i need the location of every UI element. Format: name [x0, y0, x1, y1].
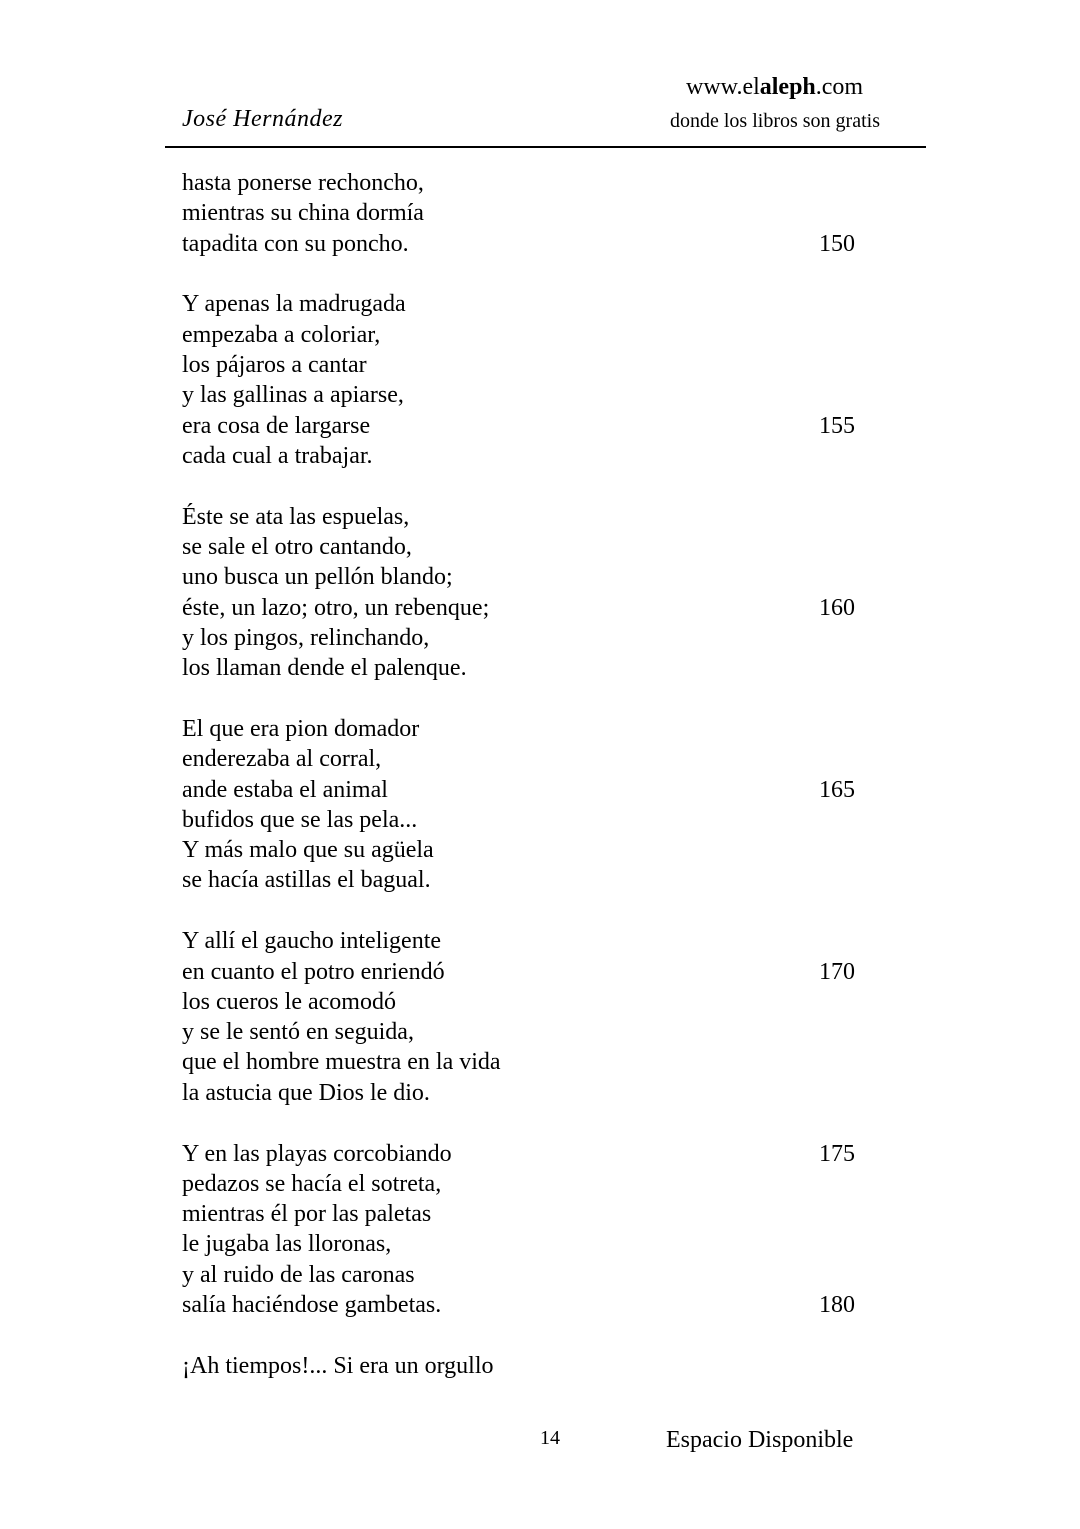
verse-text: se sale el otro cantando, — [182, 533, 412, 560]
verse-line — [182, 1139, 882, 1169]
verse-line — [182, 320, 882, 350]
verse-text: y al ruido de las caronas — [182, 1261, 415, 1288]
verse-text: bufidos que se las pela... — [182, 806, 418, 833]
verse-line — [182, 562, 882, 592]
verse-text: la astucia que Dios le dio. — [182, 1079, 430, 1106]
verse-line — [182, 1169, 882, 1199]
verse-line — [182, 1260, 882, 1290]
verse-line — [182, 775, 882, 805]
stanza — [182, 1139, 882, 1321]
header-divider — [165, 146, 926, 148]
verse-line — [182, 957, 882, 987]
verse-text: enderezaba al corral, — [182, 746, 382, 773]
verse-text: ¡Ah tiempos!... Si era un orgullo — [182, 1352, 494, 1379]
site-url-brand: aleph — [759, 74, 816, 100]
stanza — [182, 502, 882, 684]
verse-text: Y en las playas corcobiando — [182, 1140, 452, 1167]
verse-text: en cuanto el potro enriendó — [182, 958, 445, 985]
verse-text: y los pingos, relinchando, — [182, 624, 430, 651]
verse-text: Y apenas la madrugada — [182, 291, 406, 318]
verse-text: que el hombre muestra en la vida — [182, 1049, 501, 1076]
verse-line — [182, 1078, 882, 1108]
verse-line — [182, 441, 882, 471]
site-tagline: donde los libros son gratis — [670, 110, 880, 132]
verse-line — [182, 502, 882, 532]
verse-text: uno busca un pellón blando; — [182, 564, 453, 591]
verse-text: El que era pion domador — [182, 715, 420, 742]
verse-text: pedazos se hacía el sotreta, — [182, 1170, 442, 1197]
verse-text: Y allí el gaucho inteligente — [182, 928, 442, 955]
verse-text: tapadita con su poncho. — [182, 230, 409, 257]
verse-line — [182, 1017, 882, 1047]
verse-text: le jugaba las lloronas, — [182, 1231, 392, 1258]
poem-body — [182, 168, 882, 1412]
verse-text: los llaman dende el palenque. — [182, 655, 467, 682]
stanza — [182, 168, 882, 259]
verse-line — [182, 1199, 882, 1229]
verse-text: Y más malo que su agüela — [182, 837, 434, 864]
verse-text: salía haciéndose gambetas. — [182, 1292, 442, 1318]
verse-line — [182, 926, 882, 956]
line-number: 160 — [819, 594, 855, 621]
line-number: 150 — [819, 230, 855, 257]
verse-line — [182, 1229, 882, 1259]
verse-line — [182, 1047, 882, 1077]
stanza — [182, 289, 882, 471]
verse-text: hasta ponerse rechoncho, — [182, 170, 424, 196]
verse-text: mientras él por las paletas — [182, 1201, 432, 1228]
footer-text: Espacio Disponible — [666, 1427, 854, 1453]
stanza — [182, 1351, 882, 1381]
site-url-prefix: www.el — [686, 74, 760, 100]
verse-line — [182, 198, 882, 228]
verse-line — [182, 1351, 882, 1381]
verse-line — [182, 744, 882, 774]
verse-line — [182, 593, 882, 623]
author-name: José Hernández — [182, 106, 343, 132]
stanza — [182, 926, 882, 1108]
verse-line — [182, 380, 882, 410]
verse-text: se hacía astillas el bagual. — [182, 867, 431, 894]
line-number: 180 — [819, 1292, 855, 1318]
verse-line — [182, 168, 882, 198]
verse-line — [182, 289, 882, 319]
verse-text: cada cual a trabajar. — [182, 442, 373, 469]
verse-line — [182, 835, 882, 865]
verse-line — [182, 623, 882, 653]
verse-line — [182, 653, 882, 683]
verse-text: empezaba a coloriar, — [182, 321, 381, 348]
verse-text: éste, un lazo; otro, un rebenque; — [182, 594, 490, 621]
verse-line — [182, 229, 882, 259]
site-url — [686, 74, 863, 101]
verse-text: era cosa de largarse — [182, 412, 371, 439]
verse-line — [182, 714, 882, 744]
verse-text: y se le sentó en seguida, — [182, 1019, 414, 1046]
verse-line — [182, 350, 882, 380]
verse-line — [182, 805, 882, 835]
verse-line — [182, 1290, 882, 1320]
verse-line — [182, 411, 882, 441]
verse-text: los cueros le acomodó — [182, 988, 396, 1015]
page-number: 14 — [540, 1427, 560, 1449]
verse-text: mientras su china dormía — [182, 200, 424, 227]
line-number: 155 — [819, 412, 855, 439]
verse-text: los pájaros a cantar — [182, 351, 367, 378]
verse-line — [182, 865, 882, 895]
verse-text: Éste se ata las espuelas, — [182, 503, 410, 530]
stanza — [182, 714, 882, 896]
site-url-suffix: .com — [815, 74, 864, 100]
line-number: 170 — [819, 958, 855, 985]
line-number: 165 — [819, 776, 855, 803]
verse-line — [182, 987, 882, 1017]
verse-line — [182, 532, 882, 562]
line-number: 175 — [819, 1140, 855, 1167]
verse-text: y las gallinas a apiarse, — [182, 382, 404, 409]
verse-text: ande estaba el animal — [182, 776, 388, 803]
